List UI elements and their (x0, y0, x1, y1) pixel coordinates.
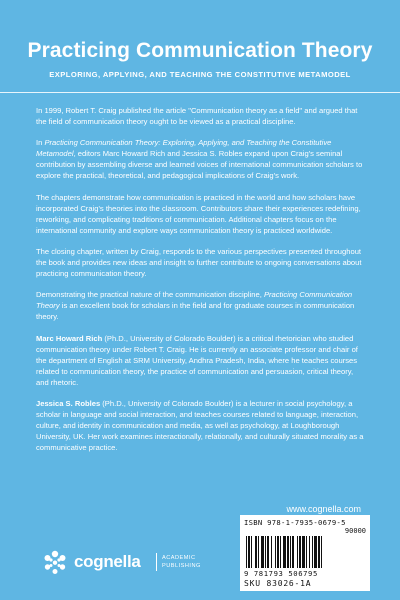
paragraph-closing (36, 246, 367, 279)
paragraph-chapters-text: The chapters demonstrate how communication is practiced in the world and how scholars have incorporated Craig's theories into the classroom. Contributors share their experiences redefining, reworking, and complicating traditions of communication. Additional chapters focus on the international community and explore ways communication theory is practiced worldwide. (36, 192, 361, 235)
editor-bio-robles (36, 398, 367, 453)
publisher-name: cognella (74, 552, 141, 571)
publisher-tagline-line-2: PUBLISHING (162, 563, 201, 569)
paragraph-summary (36, 289, 367, 322)
barcode-digits: 9 781793 506795 (244, 569, 318, 578)
logo-separator (156, 553, 157, 571)
price-code: 90000 (344, 527, 366, 535)
editor-name-rich: Marc Howard Rich (36, 333, 103, 343)
paragraph-summary-book-title: Practicing Communication Theory (36, 290, 353, 311)
publisher-tagline (162, 554, 201, 570)
isbn-text: ISBN 978-1-7935-0679-5 (244, 518, 346, 527)
editor-bio-robles-text: (Ph.D., University of Colorado Boulder) is a lecturer in social psychology, a scholar in language and social interaction, and teaches courses related to language, interaction, culture, and identity in communication and media, as well as psychology, at Loughborough University, UK. Her work examines interactionally, relationally, and culturally situated morality as a communicative practice. (36, 398, 364, 453)
paragraph-editors-book-title: Practicing Communication Theory: Exploring, Applying, and Teaching the Constitutive Metamodel (36, 138, 332, 159)
paragraph-editors-lead: In (36, 138, 45, 148)
editor-bio-rich (36, 333, 367, 388)
paragraph-intro-text: In 1999, Robert T. Craig published the article "Communication theory as a field" and argued that the field of communication theory ought to be viewed as a practical discipline. (36, 106, 358, 127)
book-subtitle: EXPLORING, APPLYING, AND TEACHING THE CONSTITUTIVE METAMODEL (49, 70, 351, 79)
paragraph-closing-text: The closing chapter, written by Craig, responds to the various perspectives presented throughout the book and provides new ideas and insight to further contribute to ongoing conversations about practicing communication theory. (36, 246, 362, 279)
paragraph-intro (36, 105, 367, 127)
paragraph-summary-text: is an excellent book for scholars in the field and for graduate courses in communication theory. (36, 301, 355, 322)
publisher-tagline-line-1: ACADEMIC (162, 555, 196, 561)
paragraph-editors-text: , editors Marc Howard Rich and Jessica S. Robles expand upon Craig's seminal contribution by assembling diverse and learned voices of international communication scholars to explore the practical, theoretical, and pedagogical implications of Craig's work. (36, 149, 363, 181)
paragraph-editors (36, 137, 367, 181)
header-divider (0, 92, 400, 93)
sku-code: SKU 83026-1A (244, 579, 312, 588)
cognella-flower-logo-icon (40, 548, 70, 578)
cover-header (0, 0, 400, 92)
paragraph-chapters (36, 192, 367, 236)
barcode-panel (240, 515, 370, 591)
paragraph-summary-lead: Demonstrating the practical nature of the communication discipline, (36, 290, 264, 300)
editor-bio-rich-text: (Ph.D., University of Colorado Boulder) is a critical rhetorician who studied communication theory under Robert T. Craig. He is currently an associate professor and chair of the department of English at SRM University, Andhra Pradesh, India, where he teaches courses related to communication theory, the practice of communication and persuasion, critical theory, and rhetoric. (36, 333, 358, 387)
barcode-icon (246, 536, 364, 568)
publisher-url[interactable]: www.cognella.com (286, 504, 361, 514)
editor-name-robles: Jessica S. Robles (36, 398, 101, 408)
book-title: Practicing Communication Theory (27, 39, 373, 62)
back-cover-description (36, 105, 367, 463)
